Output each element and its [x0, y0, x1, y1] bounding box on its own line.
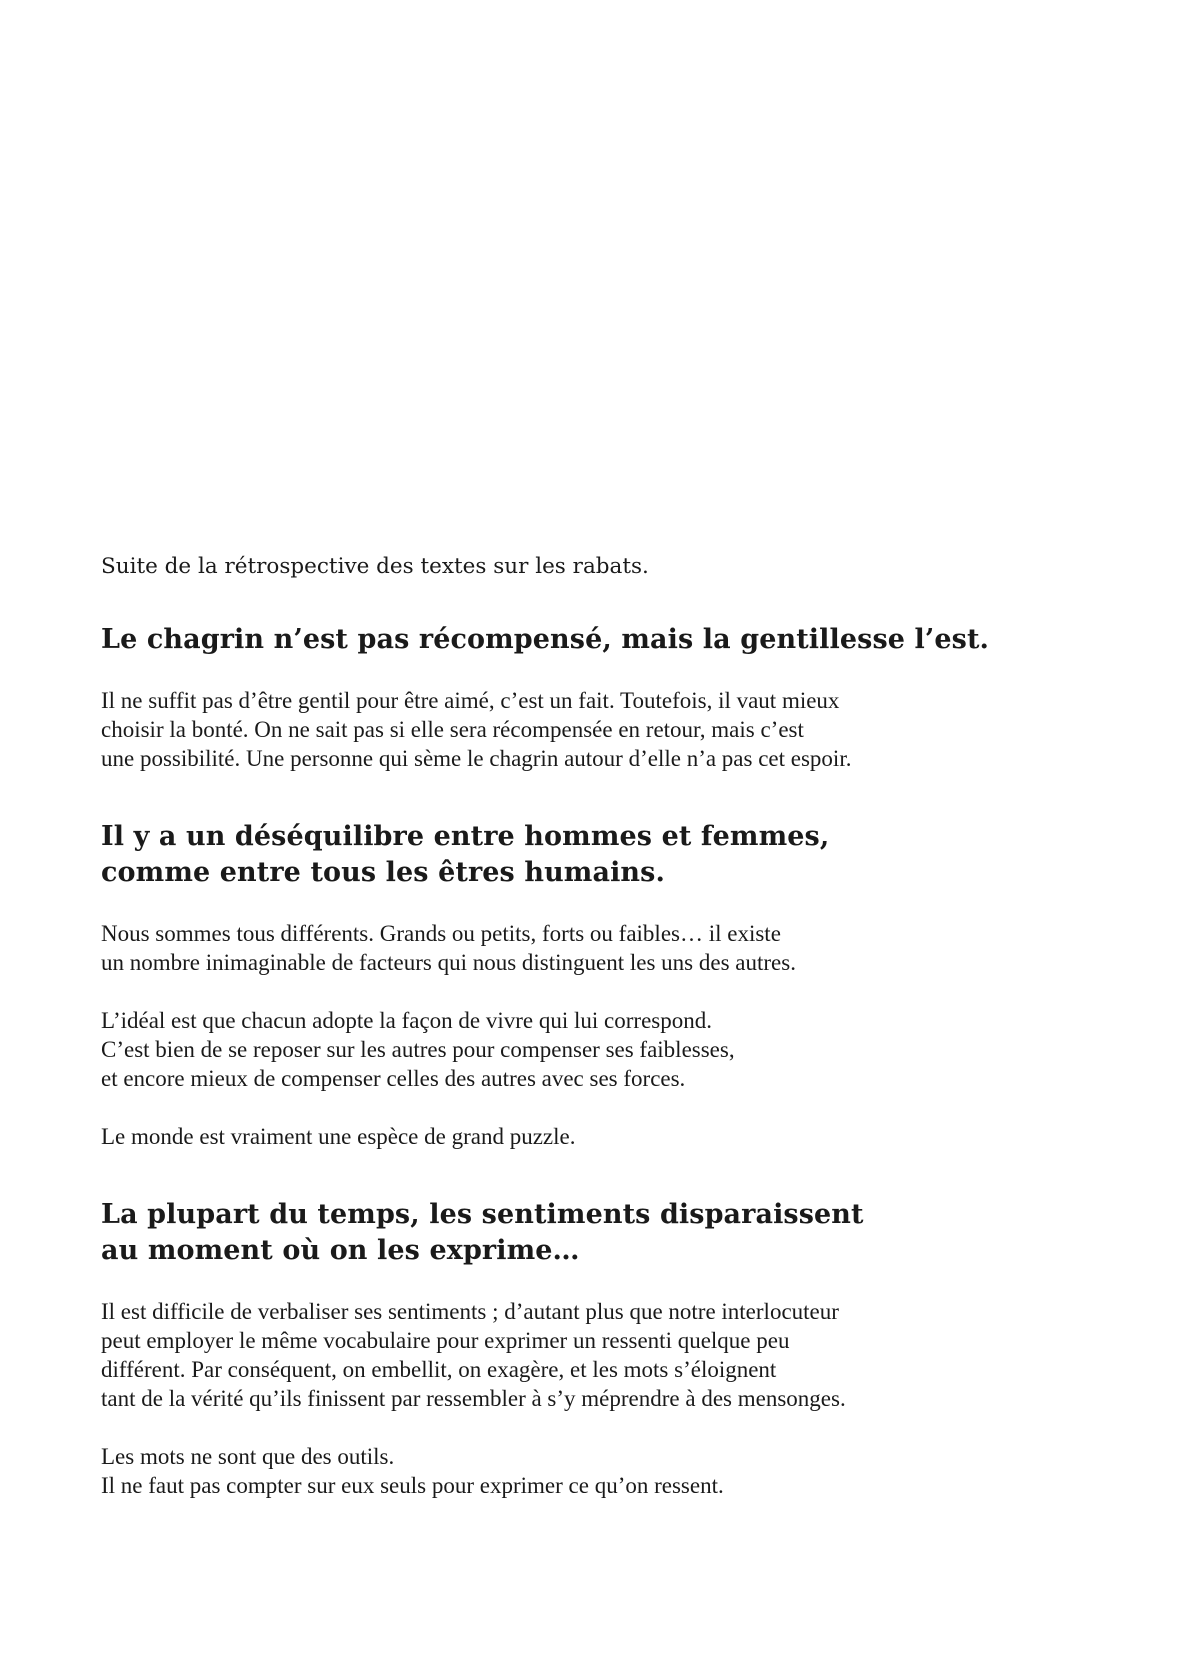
section-heading [101, 1197, 1101, 1269]
section-chagrin [101, 622, 1101, 773]
paragraph [101, 1442, 1101, 1500]
paragraph [101, 1006, 1101, 1093]
text-line: différent. Par conséquent, on embellit, on exagère, et les mots s’éloignent [101, 1357, 777, 1382]
text-line: Le monde est vraiment une espèce de grand puzzle. [101, 1124, 576, 1149]
heading-line: La plupart du temps, les sentiments disparaissent [101, 1199, 864, 1230]
paragraph [101, 686, 1101, 773]
text-line: tant de la vérité qu’ils finissent par ressembler à s’y méprendre à des mensonges. [101, 1386, 846, 1411]
paragraph [101, 1122, 1101, 1151]
paragraph [101, 1297, 1101, 1413]
text-line: C’est bien de se reposer sur les autres pour compenser ses faiblesses, [101, 1037, 735, 1062]
text-line: L’idéal est que chacun adopte la façon de vivre qui lui correspond. [101, 1008, 712, 1033]
text-line: Les mots ne sont que des outils. [101, 1444, 395, 1469]
heading-line: Le chagrin n’est pas récompensé, mais la gentillesse l’est. [101, 624, 990, 655]
intro-text: Suite de la rétrospective des textes sur les rabats. [101, 554, 649, 579]
text-line: peut employer le même vocabulaire pour exprimer un ressenti quelque peu [101, 1328, 790, 1353]
document-page [101, 552, 1101, 1500]
section-sentiments [101, 1197, 1101, 1500]
section-desequilibre [101, 819, 1101, 1151]
text-line: un nombre inimaginable de facteurs qui nous distinguent les uns des autres. [101, 950, 796, 975]
text-line: Il est difficile de verbaliser ses sentiments ; d’autant plus que notre interlocuteur [101, 1299, 839, 1324]
paragraph [101, 919, 1101, 977]
text-line: Nous sommes tous différents. Grands ou petits, forts ou faibles… il existe [101, 921, 781, 946]
text-line: Il ne suffit pas d’être gentil pour être aimé, c’est un fait. Toutefois, il vaut mieux [101, 688, 840, 713]
text-line: une possibilité. Une personne qui sème le chagrin autour d’elle n’a pas cet espoir. [101, 746, 852, 771]
heading-line: comme entre tous les êtres humains. [101, 857, 665, 888]
text-line: et encore mieux de compenser celles des autres avec ses forces. [101, 1066, 686, 1091]
heading-line: Il y a un déséquilibre entre hommes et femmes, [101, 821, 830, 852]
text-line: choisir la bonté. On ne sait pas si elle sera récompensée en retour, mais c’est [101, 717, 804, 742]
section-heading [101, 819, 1101, 891]
section-heading [101, 622, 1101, 658]
heading-line: au moment où on les exprime… [101, 1235, 580, 1266]
text-line: Il ne faut pas compter sur eux seuls pour exprimer ce qu’on ressent. [101, 1473, 724, 1498]
